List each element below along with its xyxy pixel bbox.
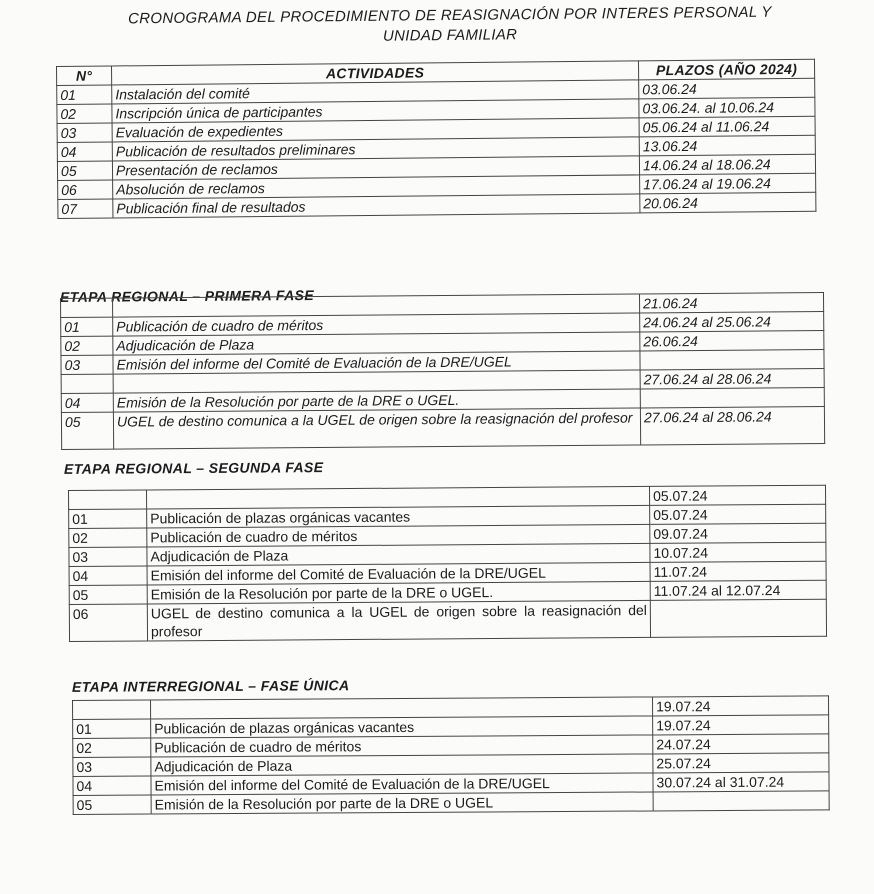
- table-row: [69, 599, 826, 641]
- row-dates: 21.06.24: [639, 293, 823, 313]
- row-dates: 09.07.24: [650, 523, 826, 543]
- row-num: 03: [61, 355, 113, 374]
- row-activity: Adjudicación de Plaza: [113, 332, 640, 355]
- row-num: [69, 490, 147, 510]
- row-activity: Emisión del informe del Comité de Evaluación de la DRE/UGEL: [151, 773, 653, 795]
- row-dates: 05.07.24: [650, 504, 826, 524]
- row-num: 07: [58, 199, 113, 219]
- row-activity: Emisión del informe del Comité de Evaluación de la DRE/UGEL: [147, 562, 650, 585]
- row-dates: 24.06.24 al 25.06.24: [640, 312, 824, 332]
- row-dates: 05.06.24 al 11.06.24: [639, 116, 815, 137]
- row-activity: Publicación de cuadro de méritos: [151, 735, 653, 757]
- row-dates: 24.07.24: [653, 734, 829, 754]
- title-line-2: UNIDAD FAMILIAR: [382, 26, 518, 45]
- row-activity: Presentación de reclamos: [112, 156, 639, 180]
- row-num: [73, 700, 151, 719]
- row-activity: Emisión de la Resolución por parte de la DRE o UGEL: [151, 792, 653, 814]
- header-dates: PLAZOS (AÑO 2024): [638, 59, 814, 80]
- row-activity: Adjudicación de Plaza: [151, 754, 653, 776]
- table-row: [73, 791, 829, 815]
- row-num: 05: [61, 412, 113, 449]
- phase1-table: [60, 292, 825, 450]
- phase2-table: [68, 485, 827, 642]
- row-dates: 26.06.24: [640, 331, 824, 351]
- row-num: 04: [57, 142, 112, 162]
- row-num: 06: [69, 604, 147, 642]
- row-num: 03: [69, 547, 147, 567]
- row-num: 02: [73, 738, 151, 757]
- row-activity: Emisión de la Resolución por parte de la DRE o UGEL.: [113, 389, 640, 412]
- row-dates: 25.07.24: [653, 753, 829, 773]
- row-activity: Publicación de plazas orgánicas vacantes: [151, 716, 653, 738]
- row-num: 02: [61, 336, 113, 355]
- row-dates: 19.07.24: [653, 715, 829, 735]
- row-activity: Inscripción única de participantes: [112, 99, 639, 123]
- phase2-heading: ETAPA REGIONAL – SEGUNDA FASE: [63, 459, 324, 477]
- row-dates: 27.06.24 al 28.06.24: [640, 369, 824, 389]
- row-dates: [650, 599, 826, 637]
- row-activity: Emisión del informe del Comité de Evaluación de la DRE/UGEL: [113, 351, 640, 374]
- row-activity: Emisión de la Resolución por parte de la DRE o UGEL.: [147, 581, 650, 604]
- row-activity: UGEL de destino comunica a la UGEL de origen sobre la reasignación del profesor: [147, 600, 650, 641]
- row-num: 02: [57, 104, 112, 124]
- row-num: 05: [73, 795, 151, 814]
- row-dates: 27.06.24 al 28.06.24: [640, 407, 824, 445]
- row-dates: 14.06.24 al 18.06.24: [639, 154, 815, 175]
- main-schedule-table: [56, 59, 816, 219]
- phase3-schedule: [72, 695, 830, 815]
- phase1-heading: ETAPA REGIONAL – PRIMERA FASE: [59, 287, 315, 305]
- row-dates: 03.06.24. al 10.06.24: [639, 97, 815, 118]
- row-num: [61, 374, 113, 393]
- row-activity: Absolución de reclamos: [113, 175, 640, 199]
- row-num: 04: [69, 566, 147, 586]
- row-activity: UGEL de destino comunica a la UGEL de origen sobre la reasignación del profesor: [113, 408, 640, 449]
- header-num: N°: [57, 66, 112, 86]
- row-num: 01: [61, 317, 113, 336]
- phase2-schedule: [68, 485, 827, 642]
- row-activity: Publicación de cuadro de méritos: [113, 313, 640, 336]
- row-dates: 03.06.24: [639, 78, 815, 99]
- row-dates: 13.06.24: [639, 135, 815, 156]
- row-activity: Publicación final de resultados: [113, 194, 640, 218]
- row-dates: 10.07.24: [650, 542, 826, 562]
- row-num: 04: [61, 393, 113, 412]
- row-dates: [640, 350, 824, 370]
- phase1-schedule: [60, 292, 825, 450]
- row-dates: [640, 388, 824, 408]
- row-num: 05: [69, 585, 147, 605]
- phase3-table: [72, 695, 830, 815]
- row-num: 01: [69, 509, 147, 529]
- row-dates: 05.07.24: [649, 485, 825, 505]
- title-line-1: CRONOGRAMA DEL PROCEDIMIENTO DE REASIGNACIÓN POR INTERES PERSONAL Y: [128, 3, 772, 28]
- row-activity: Instalación del comité: [112, 80, 639, 104]
- row-num: 03: [73, 757, 151, 776]
- row-num: [61, 298, 113, 317]
- row-dates: 11.07.24 al 12.07.24: [650, 580, 826, 600]
- phase3-heading: ETAPA INTERREGIONAL – FASE ÚNICA: [71, 677, 350, 695]
- row-num: 01: [57, 85, 112, 105]
- row-num: 06: [58, 180, 113, 200]
- row-activity: Evaluación de expedientes: [112, 118, 639, 142]
- row-activity: Publicación de cuadro de méritos: [147, 524, 650, 547]
- row-dates: 30.07.24 al 31.07.24: [653, 772, 829, 792]
- row-activity: Adjudicación de Plaza: [147, 543, 650, 566]
- row-dates: [653, 791, 829, 811]
- document-title: [80, 2, 820, 50]
- row-num: 05: [57, 161, 112, 181]
- row-dates: 19.07.24: [652, 696, 828, 716]
- row-dates: 20.06.24: [640, 192, 816, 213]
- row-dates: 17.06.24 al 19.06.24: [640, 173, 816, 194]
- table-row: [61, 407, 824, 450]
- row-num: 03: [57, 123, 112, 143]
- row-num: 01: [73, 719, 151, 738]
- row-dates: 11.07.24: [650, 561, 826, 581]
- main-schedule: [56, 59, 816, 219]
- row-activity: Publicación de plazas orgánicas vacantes: [147, 505, 650, 528]
- row-num: 02: [69, 528, 147, 548]
- row-activity: Publicación de resultados preliminares: [112, 137, 639, 161]
- header-activity: ACTIVIDADES: [112, 61, 639, 85]
- row-num: 04: [73, 776, 151, 795]
